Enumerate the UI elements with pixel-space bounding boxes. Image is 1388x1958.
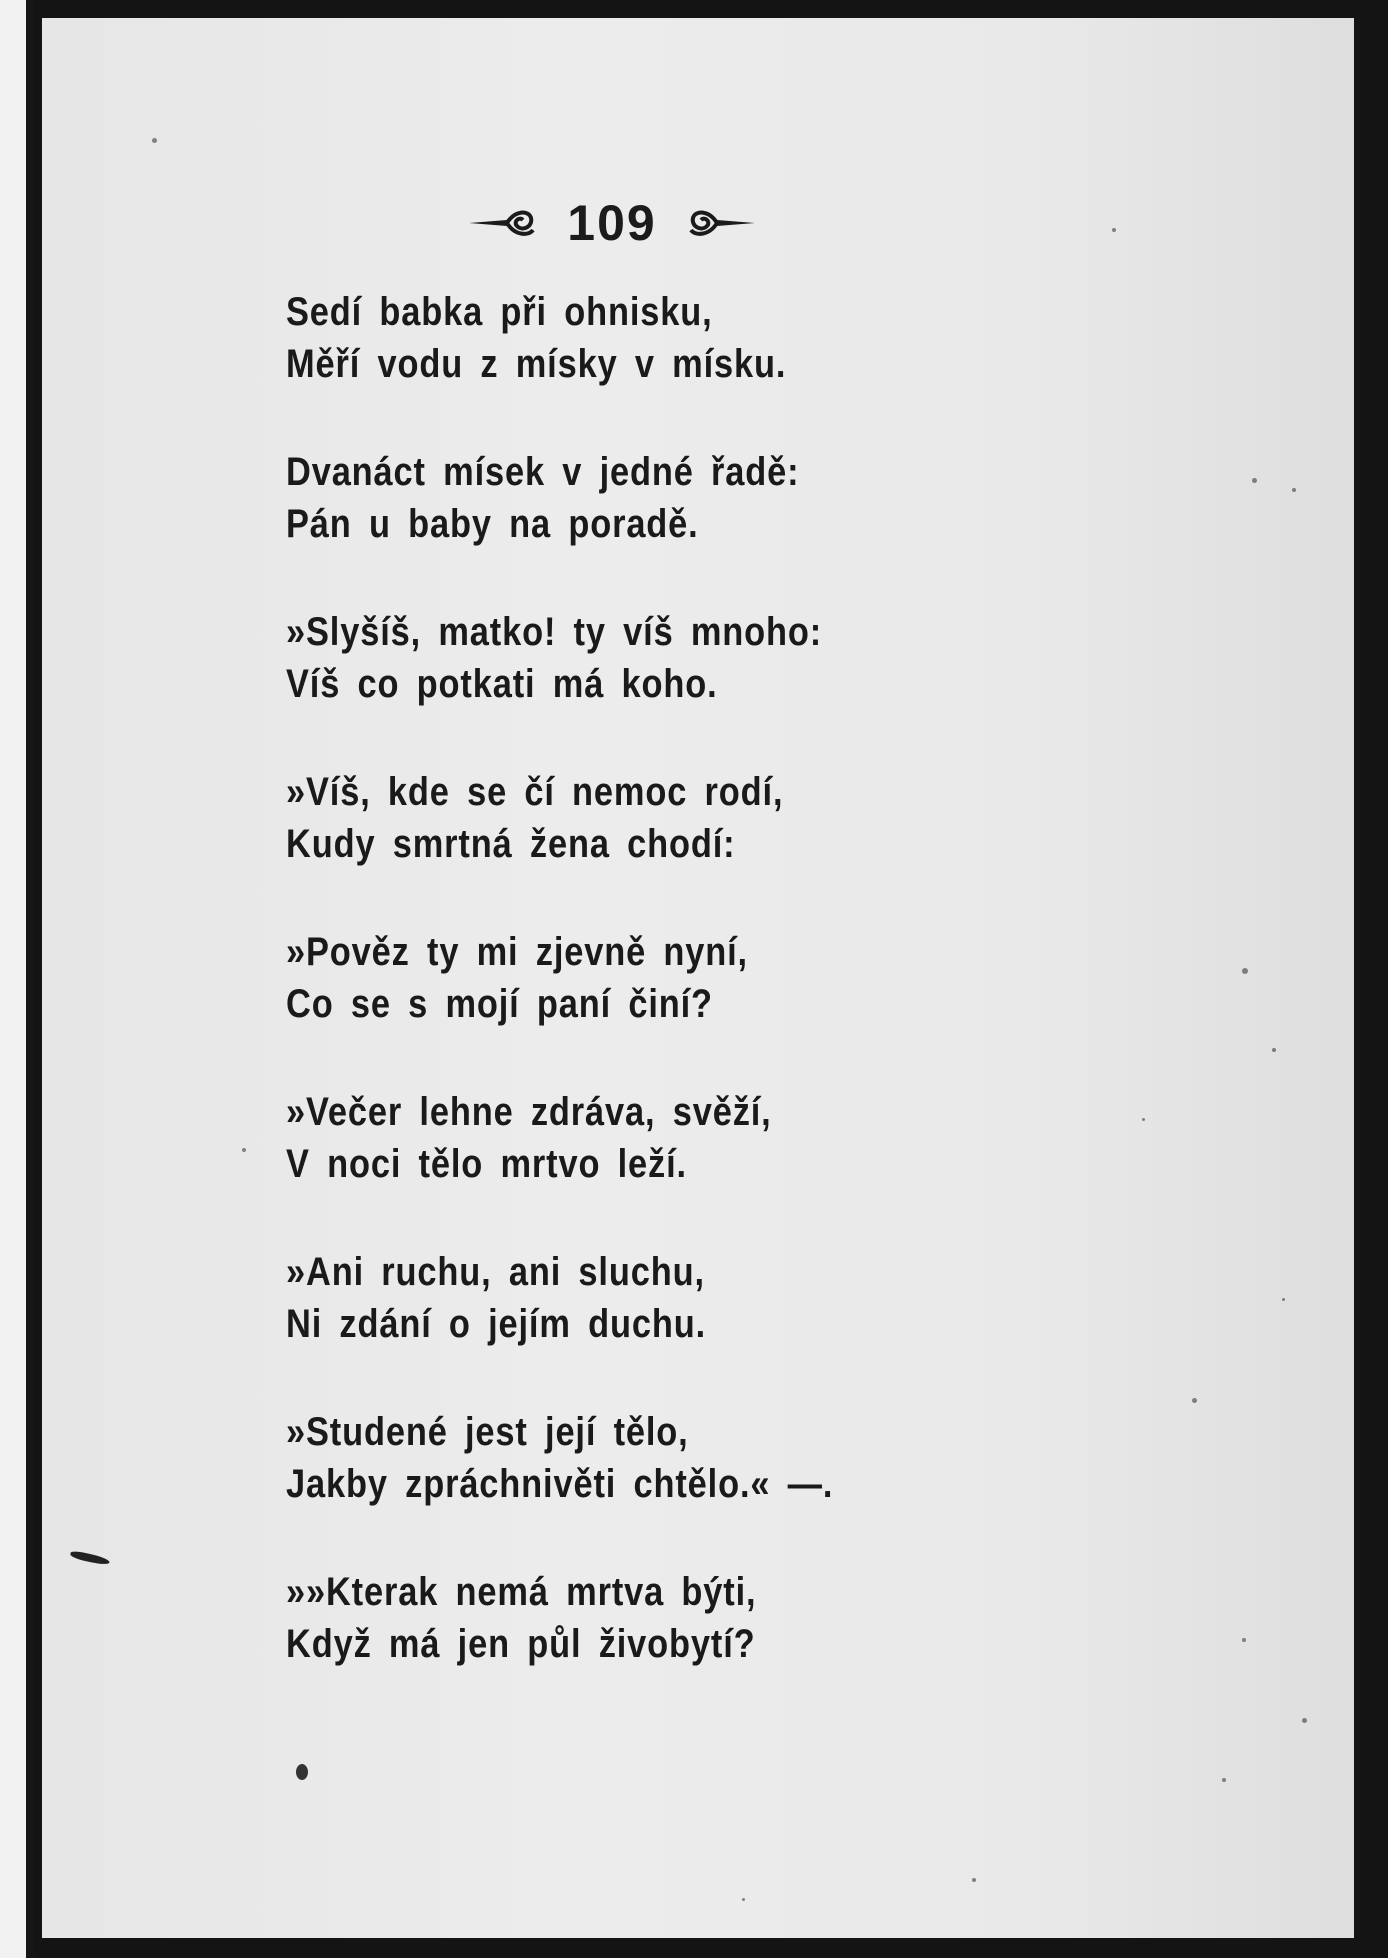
paper-speck — [1242, 1638, 1246, 1642]
stanza — [286, 286, 986, 390]
verse-line: Když má jen půl živobytí? — [286, 1622, 756, 1666]
page-header — [442, 188, 782, 258]
verse-line: Pán u baby na poradě. — [286, 502, 699, 546]
verse-line: Dvanáct mísek v jedné řadě: — [286, 450, 800, 494]
verse-line: Sedí babka při ohnisku, — [286, 290, 713, 334]
paper-speck — [1192, 1398, 1197, 1403]
paper-speck — [1242, 968, 1248, 974]
stanza — [286, 446, 986, 550]
paper-speck — [1282, 1298, 1285, 1301]
paper-speck — [1252, 478, 1257, 483]
adjacent-page-edge — [0, 0, 34, 1958]
verse-line: »Ani ruchu, ani sluchu, — [286, 1250, 705, 1294]
ink-dot — [296, 1764, 308, 1780]
poem — [286, 286, 986, 1726]
paper-speck — [152, 138, 157, 143]
verse-line: »Večer lehne zdráva, svěží, — [286, 1090, 772, 1134]
verse-line: Víš co potkati má koho. — [286, 662, 718, 706]
verse-line: V noci tělo mrtvo leží. — [286, 1142, 687, 1186]
verse-line: »Víš, kde se čí nemoc rodí, — [286, 770, 784, 814]
verse-line: Kudy smrtná žena chodí: — [286, 822, 736, 866]
verse-line: Jakby zpráchnivěti chtělo.« —. — [286, 1462, 834, 1506]
verse-line: Ni zdání o jejím duchu. — [286, 1302, 706, 1346]
paper-speck — [742, 1898, 745, 1901]
stanza — [286, 766, 986, 870]
stanza — [286, 1086, 986, 1190]
stanza — [286, 1246, 986, 1350]
paper-speck — [242, 1148, 246, 1152]
paper-speck — [1272, 1048, 1276, 1052]
paper-speck — [1222, 1778, 1226, 1782]
verse-line: Co se s mojí paní činí? — [286, 982, 713, 1026]
book-page — [42, 18, 1354, 1938]
verse-line: Měří vodu z mísky v mísku. — [286, 342, 787, 386]
verse-line: »Slyšíš, matko! ty víš mnoho: — [286, 610, 823, 654]
stanza — [286, 1406, 986, 1510]
paper-speck — [1112, 228, 1116, 232]
paper-speck — [1302, 1718, 1307, 1723]
stanza — [286, 1566, 986, 1670]
right-ornament-icon — [677, 206, 757, 240]
paper-speck — [972, 1878, 976, 1882]
verse-line: »»Kterak nemá mrtva býti, — [286, 1570, 757, 1614]
paper-speck — [1142, 1118, 1145, 1121]
ink-mark — [70, 1550, 111, 1566]
page-number: 109 — [567, 195, 657, 251]
verse-line: »Studené jest její tělo, — [286, 1410, 689, 1454]
stanza — [286, 926, 986, 1030]
verse-line: »Pověz ty mi zjevně nyní, — [286, 930, 748, 974]
stanza — [286, 606, 986, 710]
left-ornament-icon — [467, 206, 547, 240]
paper-speck — [1292, 488, 1296, 492]
